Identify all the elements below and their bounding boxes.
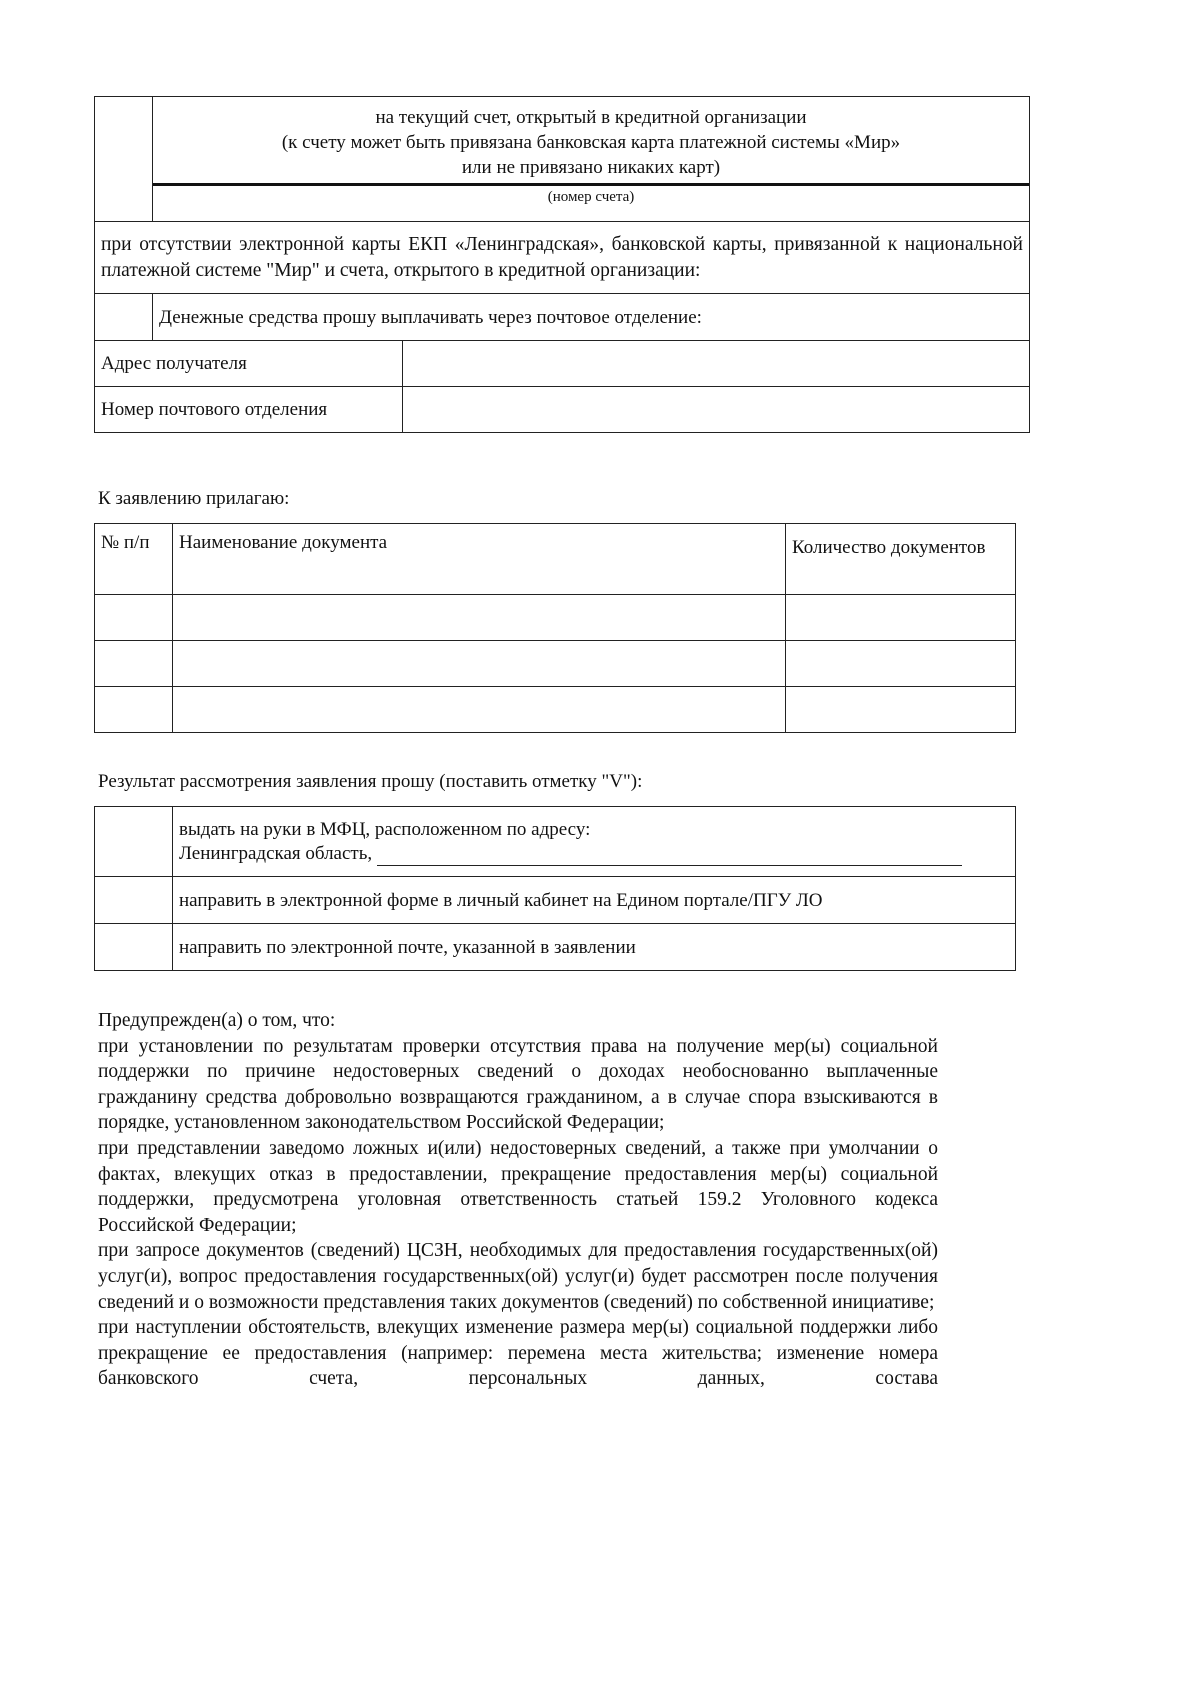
mfc-region-label: Ленинградская область,: [179, 842, 373, 864]
warnings-section: [98, 1008, 938, 1392]
attachments-heading: К заявлению прилагаю:: [98, 488, 290, 509]
attachments-table: [94, 523, 1016, 733]
recipient-address-field[interactable]: [403, 341, 1030, 387]
table-row: [95, 641, 1016, 687]
account-checkbox-cell[interactable]: [95, 97, 153, 222]
account-option-line: (к счету может быть привязана банковская карта платежной системы «Мир»: [281, 132, 901, 153]
result-option-mfc: [173, 807, 1016, 877]
account-option-line: на текущий счет, открытый в кредитной организации: [375, 107, 807, 128]
result-option-portal: направить в электронной форме в личный кабинет на Едином портале/ПГУ ЛО: [173, 877, 1016, 924]
email-checkbox-cell[interactable]: [95, 924, 173, 971]
postal-checkbox-cell[interactable]: [95, 294, 153, 341]
mfc-address-field[interactable]: [377, 847, 962, 866]
post-office-label: Номер почтового отделения: [95, 387, 403, 433]
result-options-table: [94, 806, 1016, 971]
warning-item: при установлении по результатам проверки отсутствия права на получение мер(ы) социальной поддержки по причине недостоверных сведений о доходах необоснованно выплаченные гражданину средства добровольно возвращаются гражданином, а в случае спора взыскиваются в порядке, установленном законодательством Российской Федерации;: [98, 1035, 938, 1134]
quantity-cell[interactable]: [786, 687, 1016, 733]
document-name-cell[interactable]: [173, 595, 786, 641]
mfc-option-text: выдать на руки в МФЦ, расположенном по адресу:: [179, 818, 591, 840]
table-row: [95, 687, 1016, 733]
warnings-heading: Предупрежден(а) о том, что:: [98, 1010, 336, 1031]
warning-item: при наступлении обстоятельств, влекущих изменение размера мер(ы) социальной поддержки либо прекращение ее предоставления (например: перемена места жительства; изменение номера банковского счета, персональных данных, состава: [98, 1317, 938, 1390]
recipient-address-label: Адрес получателя: [95, 341, 403, 387]
table-row: [95, 595, 1016, 641]
warning-item: при запросе документов (сведений) ЦСЗН, необходимых для предоставления государственных(ой) услуг(и), вопрос предоставления государственных(ой) услуг(и) будет рассмотрен после получения сведений и о возможности представления таких документов (сведений) по собственной инициативе;: [98, 1240, 938, 1313]
quantity-cell[interactable]: [786, 641, 1016, 687]
document-name-cell[interactable]: [173, 687, 786, 733]
col-document-name-header: Наименование документа: [173, 524, 786, 595]
account-option-cell: [153, 97, 1030, 222]
document-name-cell[interactable]: [173, 641, 786, 687]
post-office-field[interactable]: [403, 387, 1030, 433]
result-option-email: направить по электронной почте, указанной в заявлении: [173, 924, 1016, 971]
warning-item: при представлении заведомо ложных и(или) недостоверных сведений, а также при умолчании о фактах, влекущих отказ в предоставлении, прекращение предоставления мер(ы) социальной поддержки, предусмотрена уголовная ответственность статьей 159.2 Уголовного кодекса Российской Федерации;: [98, 1137, 938, 1236]
portal-checkbox-cell[interactable]: [95, 877, 173, 924]
no-card-note: при отсутствии электронной карты ЕКП «Ленинградская», банковской карты, привязанной к национальной платежной системе "Мир" и счета, открытого в кредитной организации:: [95, 222, 1030, 294]
account-option-line: или не привязано никаких карт): [461, 157, 721, 178]
postal-option: Денежные средства прошу выплачивать через почтовое отделение:: [153, 294, 1030, 341]
row-number-cell[interactable]: [95, 641, 173, 687]
quantity-cell[interactable]: [786, 595, 1016, 641]
payment-method-table: [94, 96, 1030, 433]
col-quantity-header: Количество документов: [786, 524, 1016, 595]
row-number-cell[interactable]: [95, 687, 173, 733]
result-heading: Результат рассмотрения заявления прошу (поставить отметку "V"):: [98, 771, 643, 792]
mfc-checkbox-cell[interactable]: [95, 807, 173, 877]
account-number-caption: (номер счета): [547, 189, 635, 205]
row-number-cell[interactable]: [95, 595, 173, 641]
col-number-header: № п/п: [95, 524, 173, 595]
